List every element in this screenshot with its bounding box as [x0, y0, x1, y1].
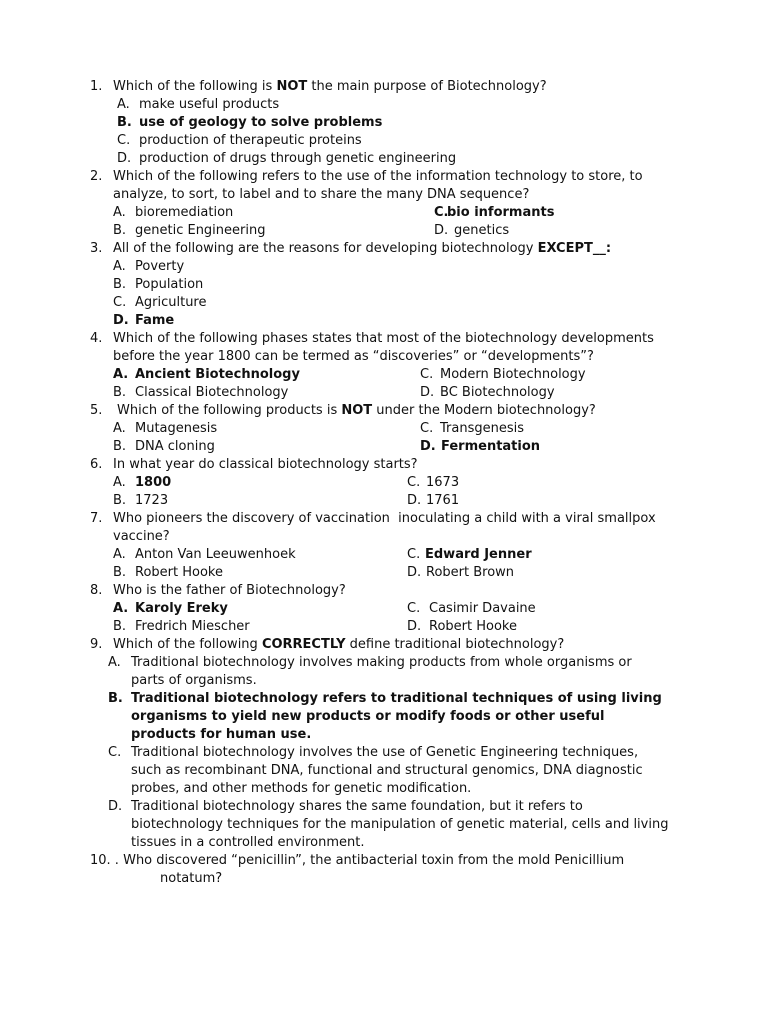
question-number: 2. [90, 169, 103, 184]
question-text: Which of the following refers to the use of the information technology to store, to [113, 169, 643, 184]
question-text: In what year do classical biotechnology starts? [113, 457, 418, 472]
question-text: Which of the following products is NOT under the Modern biotechnology? [117, 403, 596, 418]
question-text: Which of the following is NOT the main purpose of Biotechnology? [113, 79, 547, 94]
question-number: 6. [90, 457, 103, 472]
question-text: Who is the father of Biotechnology? [113, 583, 346, 598]
question-number: 1. [90, 79, 103, 94]
question-text: Which of the following phases states that most of the biotechnology developments [113, 331, 654, 346]
question-text: All of the following are the reasons for developing biotechnology EXCEPT__: [113, 241, 612, 256]
question-number: 10. . [90, 853, 119, 868]
question-number: 5. [90, 403, 103, 418]
question-number: 9. [90, 637, 103, 652]
question-text: Who discovered “penicillin”, the antibacterial toxin from the mold Penicillium [123, 853, 625, 868]
question-text-cont: vaccine? [113, 529, 170, 544]
question-number: 4. [90, 331, 103, 346]
question-text: Who pioneers the discovery of vaccination inoculating a child with a viral smallpox [113, 511, 656, 526]
question-number: 7. [90, 511, 103, 526]
question-10 [90, 852, 624, 870]
question-number: 8. [90, 583, 103, 598]
question-text-cont: before the year 1800 can be termed as “discoveries” or “developments”? [113, 349, 594, 364]
question-text: Which of the following CORRECTLY define traditional biotechnology? [113, 637, 565, 652]
question-text-cont: analyze, to sort, to label and to share the many DNA sequence? [113, 187, 530, 202]
question-text-cont: notatum? [160, 871, 223, 886]
quiz-page: 1. Which of the following is NOT the main purpose of Biotechnology? A. make useful products B. use of geology to solve problems C. production of therapeutic proteins D. production of drugs through genetic engineering 2. Which of the following refers to the use of the information technology to store, to analyze, to sort, to label and to share the many DNA sequence? A. bioremediation C. bio informants B. genetic Engineering D. genetics 3. All of the following are the reasons for developing biotechnology EXCEPT__: A. Poverty B. Population C. Agriculture D. Fame 4. Which of the following phases states that most of the biotechnology developments before the year 1800 can be termed as “discoveries” or “developments”? A. Ancient Biotechnology C. Modern Biotechnology B. Classical Biotechnology D. BC Biotechnology 5. Which of the following products is NOT under the Modern biotechnology? A. Mutagenesis C. Transgenesis B. DNA cloning D. Fermentation 6. In what year do classical biotechnology starts? A. 1800 C. 1673 B. 1723 D. 1761 7. Who pioneers the discovery of vaccination inoculating a child with a viral smallpox vaccine? A. Anton Van Leeuwenhoek C. Edward Jenner B. Robert Hooke D. Robert Brown 8. Who is the father of Biotechnology? A. Karoly Ereky C. Casimir Davaine B. Fredrich Miescher D. Robert Hooke 9. Which of the following CORRECTLY define traditional biotechnology? A. Traditional biotechnology involves making products from whole organisms or parts of organisms. B. Traditional biotechnology refers to traditional techniques of using living organisms to yield new products or modify foods or other useful products for human use. C. Traditional biotechnology involves the use of Genetic Engineering techniques, such as recombinant DNA, functional and structural genomics, DNA diagnostic probes, and other methods for genetic modification. D. Traditional biotechnology shares the same foundation, but it refers to biotechnology techniques for the manipulation of genetic material, cells and living tissues in a controlled environment. 10. . Who discovered “penicillin”, the antibacterial toxin from the mold Penicillium notatum? [90, 79, 669, 886]
question-number: 3. [90, 241, 103, 256]
